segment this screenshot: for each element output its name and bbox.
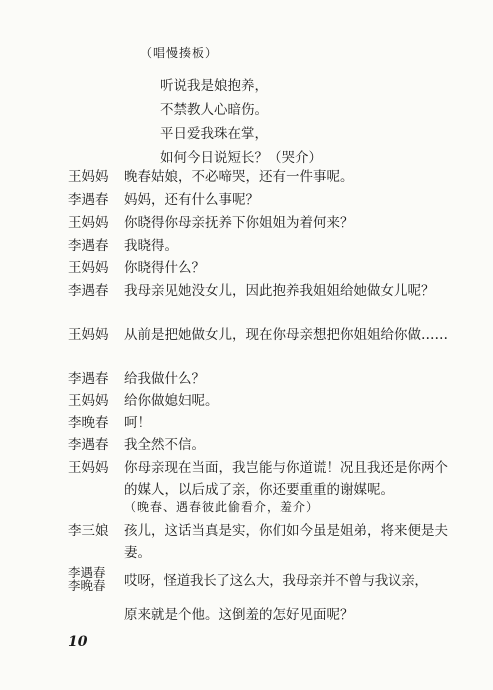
dialogue-text: 我全然不信。 xyxy=(124,437,205,453)
speaker-name: 李晚春 xyxy=(68,415,109,431)
speaker-name: 王妈妈 xyxy=(68,260,109,276)
dialogue-text: 晚春姑娘，不必啼哭，还有一件事呢。 xyxy=(124,169,354,185)
speaker-name: 李遇春 xyxy=(68,437,109,453)
dialogue-text: 呵！ xyxy=(124,415,151,431)
stage-direction-action: （晚春、遇春彼此偷看介，羞介） xyxy=(124,500,320,514)
dialogue-text: 你晓得什么？ xyxy=(124,260,205,276)
speaker-name: 李三娘 xyxy=(68,523,109,539)
speaker-name: 李遇春 xyxy=(68,565,106,580)
dialogue-text: 你母亲现在当面，我岂能与你道谎！况且我还是你两个的媒人，以后成了亲，你还要重重的谢媒呢。 xyxy=(124,460,448,498)
verse-line: 听说我是娘抱养， xyxy=(160,78,268,94)
speaker-name: 王妈妈 xyxy=(68,460,109,476)
dialogue-text: 原来就是个他。这倒羞的怎好见面呢？ xyxy=(124,607,354,623)
speaker-name: 王妈妈 xyxy=(68,215,109,231)
speaker-name: 王妈妈 xyxy=(68,393,109,409)
dialogue-text: 哎呀，怪道我长了这么大，我母亲并不曾与我议亲， xyxy=(124,573,428,589)
speaker-name: 李遇春 xyxy=(68,283,109,299)
dialogue-text: 我晓得。 xyxy=(124,238,178,254)
dialogue-text: 孩儿，这话当真是实，你们如今虽是姐弟，将来便是夫妻。 xyxy=(124,523,448,561)
speaker-name: 王妈妈 xyxy=(68,169,109,185)
speaker-name: 李遇春 xyxy=(68,371,109,387)
dialogue-text: 从前是把她做女儿，现在你母亲想把你姐姐给你做…… xyxy=(124,327,448,343)
speaker-name: 李遇春 xyxy=(68,238,109,254)
dialogue-text: 给我做什么？ xyxy=(124,371,205,387)
page-number: 10 xyxy=(68,634,88,650)
dialogue-text: 给你做媳妇呢。 xyxy=(124,393,219,409)
speaker-name: 王妈妈 xyxy=(68,327,109,343)
verse-line: 如何今日说短长？（哭介） xyxy=(160,150,322,166)
dialogue-text: 我母亲见她没女儿，因此抱养我姐姐给她做女儿呢？ xyxy=(124,283,435,299)
speaker-name: 李遇春 xyxy=(68,192,109,208)
stage-direction-singing: （唱慢揍板） xyxy=(140,46,219,60)
verse-line: 不禁教人心暗伤。 xyxy=(160,102,268,118)
dialogue-text: 妈妈，还有什么事呢？ xyxy=(124,192,259,208)
verse-line: 平日爱我珠在掌， xyxy=(160,126,268,142)
duet-line xyxy=(68,566,448,596)
dialogue-text: 你晓得你母亲抚养下你姐姐为着何来？ xyxy=(124,215,354,231)
speaker-name: 李晚春 xyxy=(68,578,106,593)
